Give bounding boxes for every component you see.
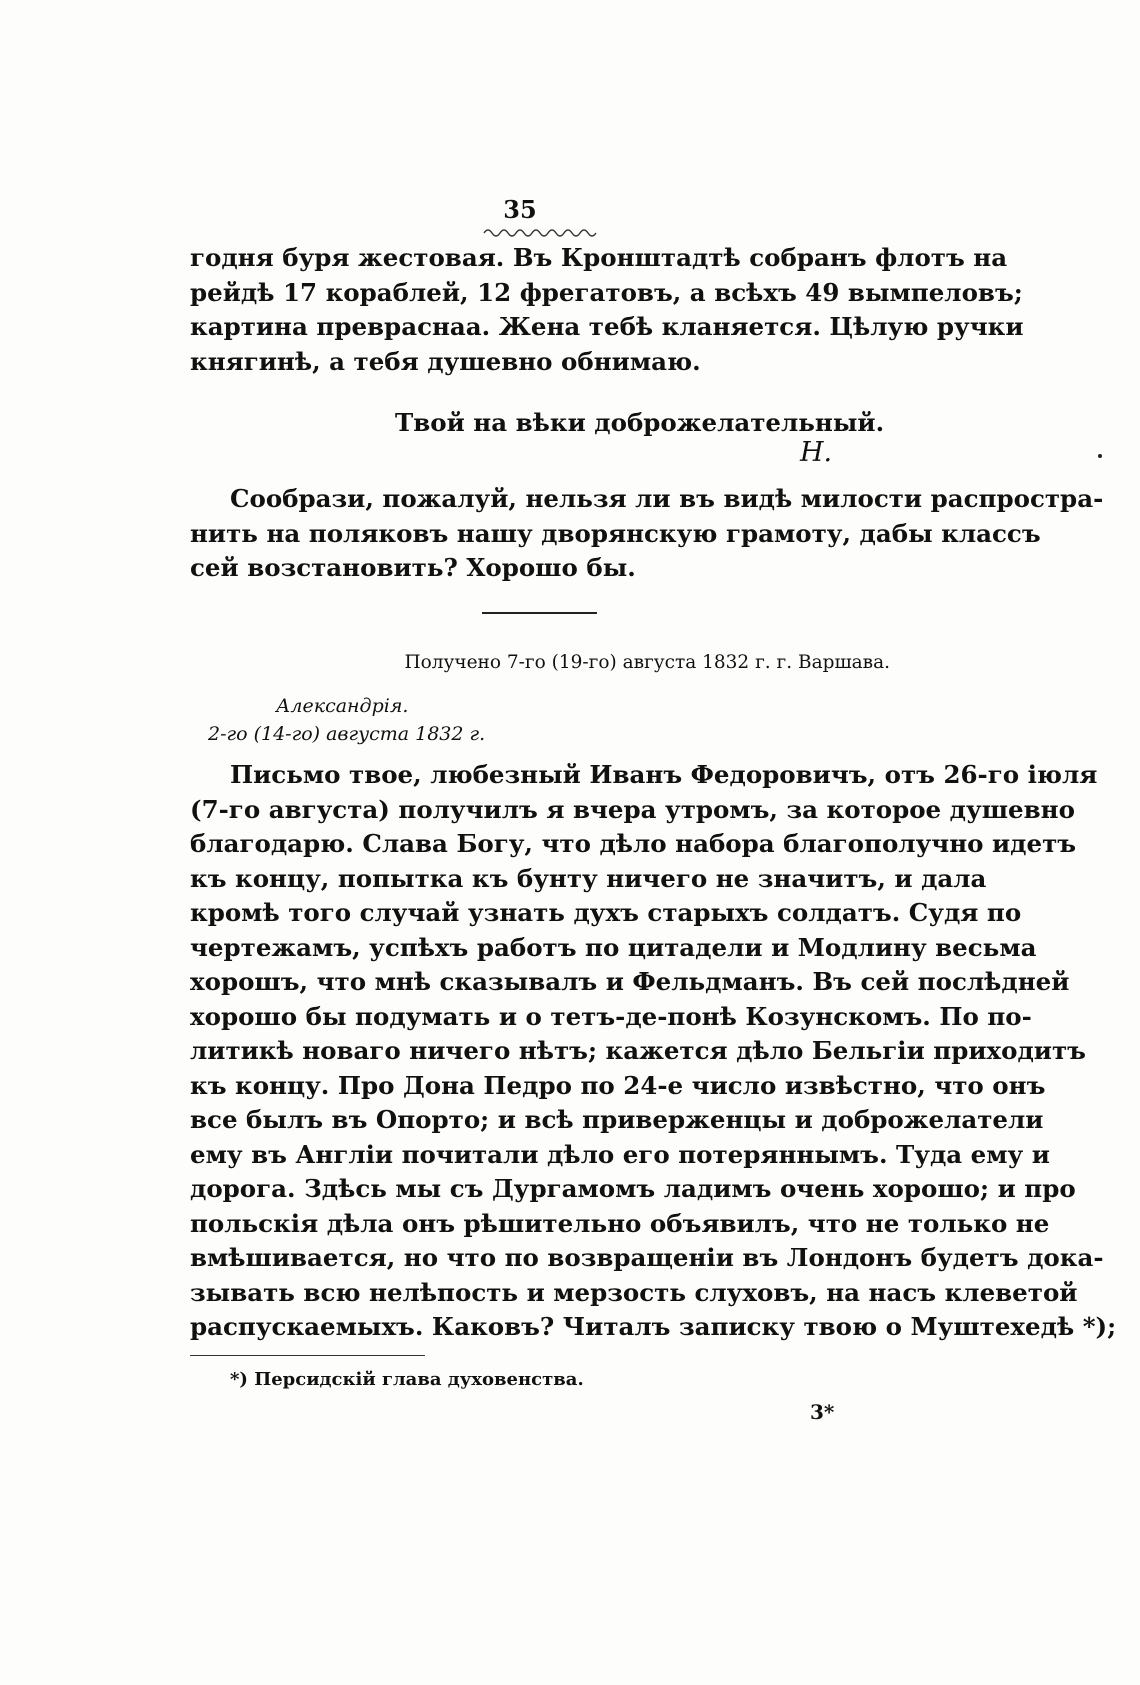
text-line: все былъ въ Опорто; и всѣ приверженцы и доброжелатели (190, 1105, 1044, 1134)
text-line: распускаемыхъ. Каковъ? Читалъ записку твою о Муштехедѣ *); (190, 1312, 1117, 1341)
letter1-postscript (190, 482, 1104, 586)
text-line: Письмо твое, любезный Иванъ Федоровичъ, отъ 26-го іюля (230, 760, 1098, 789)
text-line: чертежамъ, успѣхъ работъ по цитадели и Модлину весьма (190, 932, 1037, 962)
text-line: къ концу, попытка къ бунту ничего не значитъ, и дала (190, 863, 987, 893)
text-line: хорошъ, что мнѣ сказывалъ и Фельдманъ. Въ сей послѣдней (190, 967, 1070, 996)
text-line: нить на поляковъ нашу дворянскую грамоту, дабы классъ (190, 518, 1041, 548)
text-line: сей возстановить? Хорошо бы. (190, 553, 636, 582)
text-line: (7-го августа) получилъ я вчера утромъ, за которое душевно (190, 794, 1075, 824)
letter-salutation: Твой на вѣки доброжелательный. (395, 408, 885, 437)
text-line: ему въ Англіи почитали дѣло его потеряннымъ. Туда ему и (190, 1139, 1050, 1169)
text-line: Сообрази, пожалуй, нельзя ли въ видѣ милости распростра- (230, 484, 1104, 513)
print-speck (1098, 454, 1102, 458)
letter2-body (190, 758, 1117, 1345)
text-line: кромѣ того случай узнать духъ старыхъ солдатъ. Судя по (190, 898, 1022, 927)
text-line: благодарю. Слава Богу, что дѣло набора благополучно идетъ (190, 829, 1077, 858)
text-line: къ концу. Про Дона Педро по 24-е число извѣстно, что онъ (190, 1070, 1046, 1100)
author-initial: Н. (800, 437, 833, 468)
text-line: княгинѣ, а тебя душевно обнимаю. (190, 346, 701, 376)
text-line: литикѣ новаго ничего нѣтъ; кажется дѣло Бельгіи приходитъ (190, 1036, 1086, 1065)
page-number: 35 (503, 195, 537, 224)
received-note: Получено 7-го (19-го) августа 1832 г. г. Варшава. (404, 652, 890, 673)
text-line: зывать всю нелѣпость и мерзость слуховъ, на насъ клеветой (190, 1277, 1078, 1307)
wavy-ornament-icon (482, 225, 600, 237)
text-line: вмѣшивается, но что по возвращеніи въ Лондонъ будетъ дока- (190, 1243, 1104, 1272)
printer-signature-mark: 3* (810, 1400, 835, 1424)
footnote: *) Персидскій глава духовенства. (230, 1369, 584, 1390)
letter1-body (190, 241, 1024, 379)
text-line: хорошо бы подумать и о тетъ-де-понѣ Козунскомъ. По по- (190, 1001, 1032, 1031)
text-line: польскія дѣла онъ рѣшительно объявилъ, что не только не (190, 1208, 1050, 1238)
letter-date: 2-го (14-го) августа 1832 г. (208, 723, 486, 745)
text-line: годня буря жестовая. Въ Кронштадтѣ собранъ флотъ на (190, 243, 1008, 272)
footnote-divider (190, 1355, 425, 1356)
text-line: картина превраснаа. Жена тебѣ кланяется. Цѣлую ручки (190, 312, 1024, 341)
section-divider (482, 612, 597, 614)
text-line: дорога. Здѣсь мы съ Дургамомъ ладимъ очень хорошо; и про (190, 1174, 1076, 1203)
text-line: рейдѣ 17 кораблей, 12 фрегатовъ, а всѣхъ 49 вымпеловъ; (190, 277, 1023, 307)
letter-place: Александрія. (276, 695, 409, 717)
